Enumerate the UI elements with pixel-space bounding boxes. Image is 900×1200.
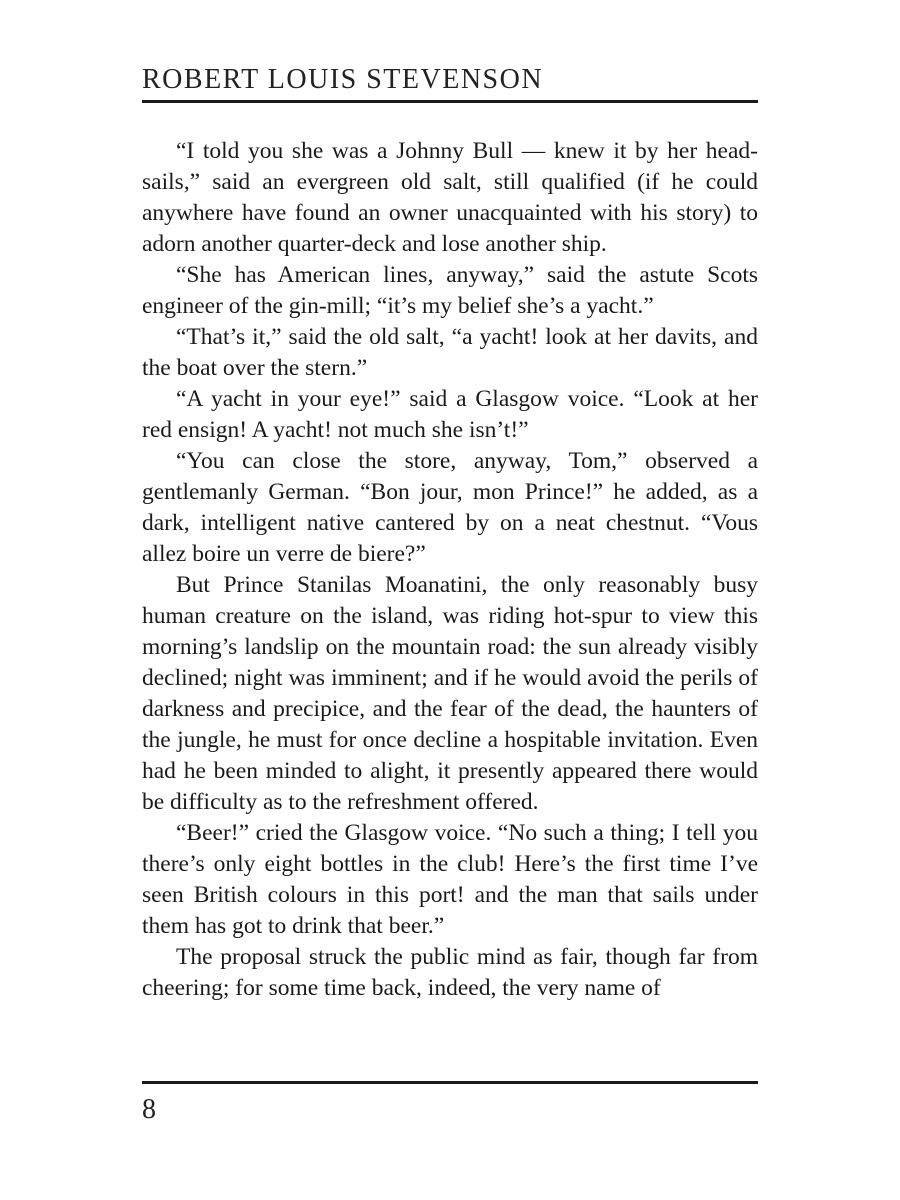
running-head-author: ROBERT LOUIS STEVENSON <box>142 64 544 95</box>
paragraph: “I told you she was a Johnny Bull — knew it by her head-sails,” said an evergreen old salt, still qualified (if he could anywhere have found an owner unacquainted with his story) to adorn another quarter-deck and lose another ship. <box>142 138 758 257</box>
footer-rule <box>142 1081 758 1084</box>
paragraph: “Beer!” cried the Glasgow voice. “No such a thing; I tell you there’s only eight bottles in the club! Here’s the first time I’ve seen British colours in this port! and the man that sails under them has got to drink that beer.” <box>142 820 758 939</box>
paragraph: “A yacht in your eye!” said a Glasgow voice. “Look at her red ensign! A yacht! not much she isn’t!” <box>142 386 758 443</box>
header-rule <box>142 100 758 103</box>
page-number: 8 <box>142 1094 156 1125</box>
body-text <box>142 136 758 1004</box>
paragraph: “That’s it,” said the old salt, “a yacht! look at her davits, and the boat over the stern.” <box>142 324 758 381</box>
paragraph: But Prince Stanilas Moanatini, the only reasonably busy human creature on the island, was riding hot-spur to view this morning’s landslip on the mountain road: the sun already visibly declined; night was imminent; and if he would avoid the perils of darkness and precipice, and the fear of the dead, the haunters of the jungle, he must for once decline a hospitable invitation. Even had he been minded to alight, it presently appeared there would be difficulty as to the refreshment offered. <box>142 572 758 815</box>
paragraph: The proposal struck the public mind as fair, though far from cheering; for some time back, indeed, the very name of <box>142 944 758 1001</box>
paragraph: “She has American lines, anyway,” said the astute Scots engineer of the gin-mill; “it’s my belief she’s a yacht.” <box>142 262 758 319</box>
paragraph: “You can close the store, anyway, Tom,” observed a gentlemanly German. “Bon jour, mon Prince!” he added, as a dark, intelligent native cantered by on a neat chestnut. “Vous allez boire un verre de biere?” <box>142 448 758 567</box>
